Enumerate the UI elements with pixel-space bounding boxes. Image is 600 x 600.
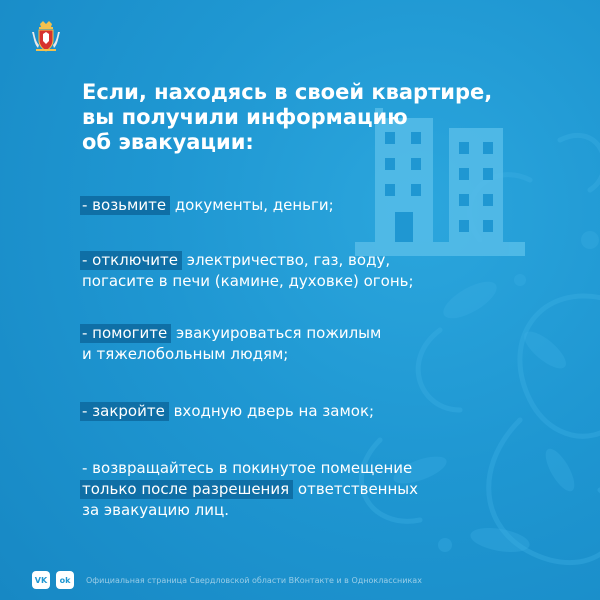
odnoklassniki-icon[interactable]: [56, 571, 74, 589]
instruction-highlight: - помогите: [80, 324, 171, 343]
coat-of-arms-icon: [30, 20, 62, 54]
instruction-line: [82, 323, 552, 344]
title-line-2: вы получили информацию: [82, 105, 408, 129]
instruction-line: [82, 250, 552, 271]
instruction-text: эвакуироваться пожилым: [171, 324, 382, 342]
vk-icon[interactable]: [32, 571, 50, 589]
instruction-text: - возвращайтесь в покинутое помещение: [82, 459, 413, 477]
title-line-1: Если, находясь в своей квартире,: [82, 80, 493, 104]
instruction-text: электричество, газ, воду,: [181, 251, 391, 269]
page-title: [82, 80, 522, 155]
footer-text: Официальная страница Свердловской области ВКонтакте и в Одноклассниках: [86, 575, 422, 585]
ok-label: ok: [59, 575, 71, 585]
instruction-line: [82, 195, 552, 216]
instruction-text: ответственных: [293, 480, 419, 498]
vk-label: VK: [34, 575, 48, 585]
instruction-item-help: [82, 323, 552, 365]
instruction-item-utilities: [82, 250, 552, 292]
instruction-text: за эвакуацию лиц.: [82, 501, 229, 519]
instruction-highlight: - закройте: [80, 402, 169, 421]
instruction-item-return: [82, 458, 552, 521]
instruction-highlight: - отключите: [80, 251, 182, 270]
instruction-highlight: - возьмите: [80, 196, 170, 215]
instruction-item-documents: [82, 195, 552, 216]
instruction-line: [82, 401, 552, 422]
title-line-3: об эвакуации:: [82, 130, 254, 154]
instruction-text: погасите в печи (камине, духовке) огонь;: [82, 272, 414, 290]
instruction-text: документы, деньги;: [170, 196, 334, 214]
instruction-item-lock-door: [82, 401, 552, 422]
instruction-text: и тяжелобольным людям;: [82, 345, 289, 363]
instruction-line: [82, 479, 552, 500]
instruction-text: входную дверь на замок;: [168, 402, 375, 420]
instruction-highlight: только после разрешения: [80, 480, 293, 499]
footer: [32, 570, 422, 590]
